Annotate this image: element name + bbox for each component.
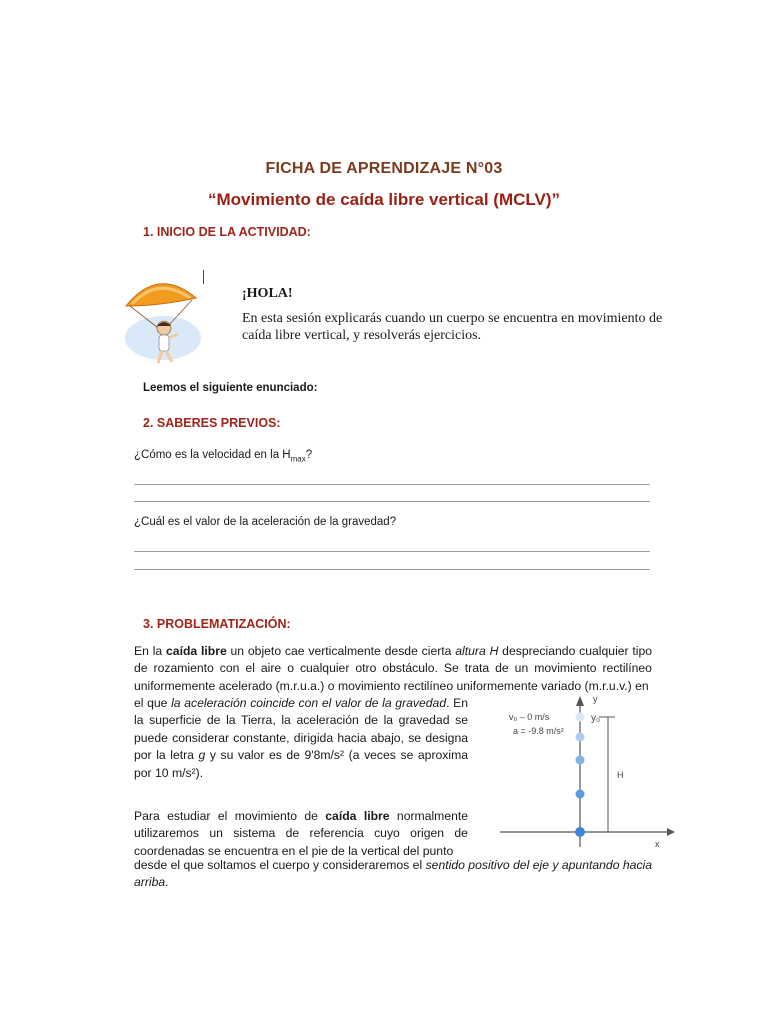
text-run	[390, 809, 397, 823]
text-run: .	[165, 875, 169, 890]
text-run: un	[209, 826, 223, 841]
text-run	[210, 809, 217, 823]
text-run: la	[383, 713, 394, 728]
text-run: la	[226, 713, 236, 728]
paragraph-2	[134, 808, 468, 860]
text-run: que	[147, 696, 168, 710]
text-run: de	[331, 843, 345, 858]
text-run: del	[513, 858, 530, 872]
text-run: En	[134, 644, 149, 658]
text-run: la	[348, 843, 358, 858]
text-run: consideraremos	[322, 858, 410, 872]
page-subtitle: “Movimiento de caída libre vertical (MCLV)”	[207, 190, 561, 209]
text-run: eje	[532, 858, 549, 872]
text-run: la	[171, 696, 181, 710]
text-run: el	[170, 858, 181, 872]
text-run: arriba	[134, 875, 166, 890]
y-axis-arrow-icon	[576, 696, 584, 706]
y-axis-label: y	[593, 694, 598, 704]
text-run: apuntando	[561, 858, 620, 872]
free-fall-diagram	[495, 692, 675, 852]
text-run: de	[285, 826, 300, 841]
text-run: de	[454, 826, 468, 841]
ball-position	[576, 790, 585, 799]
text-run: de	[304, 809, 318, 823]
text-run: utilizaremos	[134, 826, 200, 841]
text-run: (a	[348, 748, 360, 763]
text-run: estudiar	[167, 809, 211, 823]
text-run: H	[489, 644, 499, 658]
text-run: de	[286, 748, 300, 763]
text-run: verticalmente	[308, 644, 381, 658]
text-run: uniformemente	[456, 678, 538, 693]
text-run: .	[446, 696, 450, 710]
text-run: Para	[134, 809, 160, 823]
text-run: dirigida	[293, 730, 334, 745]
text-run: acelerado	[218, 678, 273, 693]
text-run: el	[217, 809, 228, 823]
y0-label: y₀	[591, 713, 601, 724]
x-axis-label: x	[655, 839, 660, 849]
text-run: cuyo	[374, 826, 400, 841]
text-run: vertical	[361, 843, 400, 858]
text-run: trata	[464, 661, 490, 676]
text-run: se	[455, 713, 468, 728]
text-run: libre	[363, 809, 390, 823]
text-run: el	[321, 696, 332, 710]
text-run: movimiento	[234, 809, 297, 823]
text-run: la	[134, 713, 144, 728]
text-run: el	[245, 661, 255, 676]
text-run	[400, 826, 410, 840]
answer-line[interactable]	[134, 569, 650, 570]
text-run: que	[183, 858, 204, 872]
text-run: soltamos	[207, 858, 257, 872]
text-run: abajo,	[370, 730, 404, 745]
ball-position	[576, 756, 585, 765]
text-run: libre	[200, 644, 227, 658]
v0-label: v₀ – 0 m/s	[509, 712, 550, 722]
text-run: y	[552, 858, 559, 872]
text-run: gravedad	[398, 713, 450, 728]
text-run: g	[198, 748, 206, 763]
paragraph-column	[134, 695, 468, 803]
ball-position	[575, 827, 585, 837]
text-run	[223, 826, 233, 840]
text-run: (m.r.u.a.)	[275, 678, 325, 693]
text-run: gravedad	[395, 696, 447, 710]
greeting-title: ¡HOLA!	[242, 286, 293, 301]
text-run: referencia	[309, 826, 364, 841]
text-run	[275, 826, 285, 840]
text-run: o	[327, 678, 335, 693]
margin-mark	[203, 270, 204, 284]
text-run: caída	[325, 809, 357, 823]
text-run: movimiento	[534, 661, 597, 676]
text-run: m/s²).	[171, 765, 204, 780]
text-run: de	[134, 661, 148, 676]
text-run: un	[514, 661, 529, 676]
text-run: 10	[155, 765, 169, 780]
text-run: veces	[364, 748, 396, 763]
text-run	[227, 809, 234, 823]
text-run: otro	[355, 661, 377, 676]
text-run: valor	[237, 748, 265, 763]
text-run: En	[453, 696, 468, 710]
text-run: puede	[134, 730, 168, 745]
text-run: (m.r.u.v.)	[584, 678, 632, 693]
text-run: el	[298, 843, 309, 858]
question-velocity	[134, 449, 312, 463]
height-label: H	[617, 770, 624, 780]
text-run	[160, 809, 167, 823]
text-run: cuerpo	[272, 858, 310, 872]
text-run: el	[412, 858, 423, 872]
text-run: designa	[425, 730, 468, 745]
answer-line[interactable]	[134, 484, 650, 485]
text-run: cierta	[421, 644, 452, 658]
text-run: coincide	[250, 696, 295, 710]
text-run: coordenadas	[134, 843, 205, 858]
text-run: el	[259, 858, 269, 872]
text-run: uniformemente	[134, 678, 216, 693]
section-heading-saberes: 2. SABERES PREVIOS:	[143, 416, 281, 430]
x-axis-arrow-icon	[667, 828, 675, 836]
text-run: valor	[334, 696, 362, 710]
question-velocity-end: ?	[305, 449, 313, 461]
text-run: normalmente	[396, 809, 468, 823]
text-run: letra	[170, 748, 194, 763]
greeting-body: En esta sesión explicarás cuando un cuerpo se encuentra en movimiento de caída libre vertical, y resolverás ejercicios.	[242, 311, 663, 343]
text-run: de	[364, 696, 379, 710]
text-run: es	[268, 748, 282, 763]
text-run: aire	[260, 661, 282, 676]
text-run: rozamiento	[153, 661, 214, 676]
text-run: por	[134, 748, 152, 763]
section-heading-problematizacion: 3. PROBLEMATIZACIÓN:	[143, 617, 291, 631]
text-run: Se	[443, 661, 459, 676]
text-run: desde	[134, 858, 168, 872]
text-run: desde	[384, 644, 418, 658]
acceleration-label: a = -9.8 m/s²	[513, 726, 564, 736]
text-run: variado	[541, 678, 582, 693]
text-run: o	[287, 661, 294, 676]
section-heading-inicio: 1. INICIO DE LA ACTIVIDAD:	[143, 225, 311, 239]
text-run: un	[230, 644, 245, 658]
text-run: altura	[455, 644, 486, 658]
text-run: encuentra	[224, 843, 279, 858]
question-gravity: ¿Cuál es el valor de la aceleración de la gravedad?	[134, 516, 397, 528]
text-run	[199, 826, 209, 840]
text-run: el	[134, 696, 144, 710]
text-run: en	[281, 843, 296, 858]
text-run: por	[134, 765, 152, 780]
text-run: constante,	[233, 730, 290, 745]
ball-position	[576, 733, 585, 742]
text-run: sentido	[425, 858, 465, 872]
text-run: de	[206, 713, 221, 728]
text-run: y	[209, 748, 216, 763]
text-run: 9'8m/s²	[304, 748, 345, 763]
text-run: aceleración	[184, 696, 247, 710]
text-run: hacia	[622, 858, 653, 872]
text-run: se	[408, 730, 422, 745]
answer-line[interactable]	[134, 501, 650, 502]
text-run: origen	[410, 826, 445, 841]
text-run: con	[219, 661, 240, 676]
text-run	[356, 809, 363, 823]
text-run: cualquier	[579, 644, 629, 658]
text-run	[364, 826, 374, 840]
text-run: sistema	[233, 826, 276, 841]
text-run: rectilíneo	[403, 678, 454, 693]
text-run: considerar	[172, 730, 230, 745]
text-run: objeto	[247, 644, 282, 658]
text-run: cualquier	[299, 661, 350, 676]
text-run: y	[313, 858, 320, 872]
text-run: se	[207, 843, 221, 858]
text-run: en	[635, 678, 649, 693]
text-run: tipo	[632, 644, 652, 658]
text-run: caída	[166, 644, 198, 658]
text-run: se	[400, 748, 414, 763]
page-title: FICHA DE APRENDIZAJE N°03	[265, 160, 503, 177]
text-run	[299, 826, 309, 840]
question-velocity-text: ¿Cómo es la velocidad en la H	[134, 449, 291, 461]
text-run: su	[220, 748, 234, 763]
answer-line[interactable]	[134, 551, 650, 552]
text-run: pie	[311, 843, 328, 858]
text-run	[444, 826, 454, 840]
text-run: hacia	[337, 730, 367, 745]
text-run: la	[152, 644, 163, 658]
text-run: positivo	[468, 858, 510, 872]
text-run: la	[156, 748, 166, 763]
text-run: punto	[422, 843, 454, 858]
text-run: superficie	[149, 713, 202, 728]
text-run: rectilíneo	[602, 661, 652, 676]
text-run: movimiento	[337, 678, 401, 693]
text-run: Tierra,	[240, 713, 276, 728]
ball-position	[576, 713, 585, 722]
text-run: del	[403, 843, 420, 858]
text-run: de	[495, 661, 509, 676]
text-run: de	[364, 713, 378, 728]
text-run: con	[298, 696, 319, 710]
text-run: aceleración	[296, 713, 359, 728]
paragraph-top	[134, 643, 652, 697]
text-run: obstáculo.	[382, 661, 438, 676]
text-run: la	[382, 696, 392, 710]
paragraph-2-tail	[134, 857, 652, 893]
text-run: cae	[284, 644, 305, 658]
lead-text: Leemos el siguiente enunciado:	[143, 382, 318, 394]
text-run: la	[281, 713, 291, 728]
text-run: despreciando	[502, 644, 576, 658]
question-velocity-sub: max	[290, 454, 306, 464]
text-run: aproxima	[417, 748, 468, 763]
